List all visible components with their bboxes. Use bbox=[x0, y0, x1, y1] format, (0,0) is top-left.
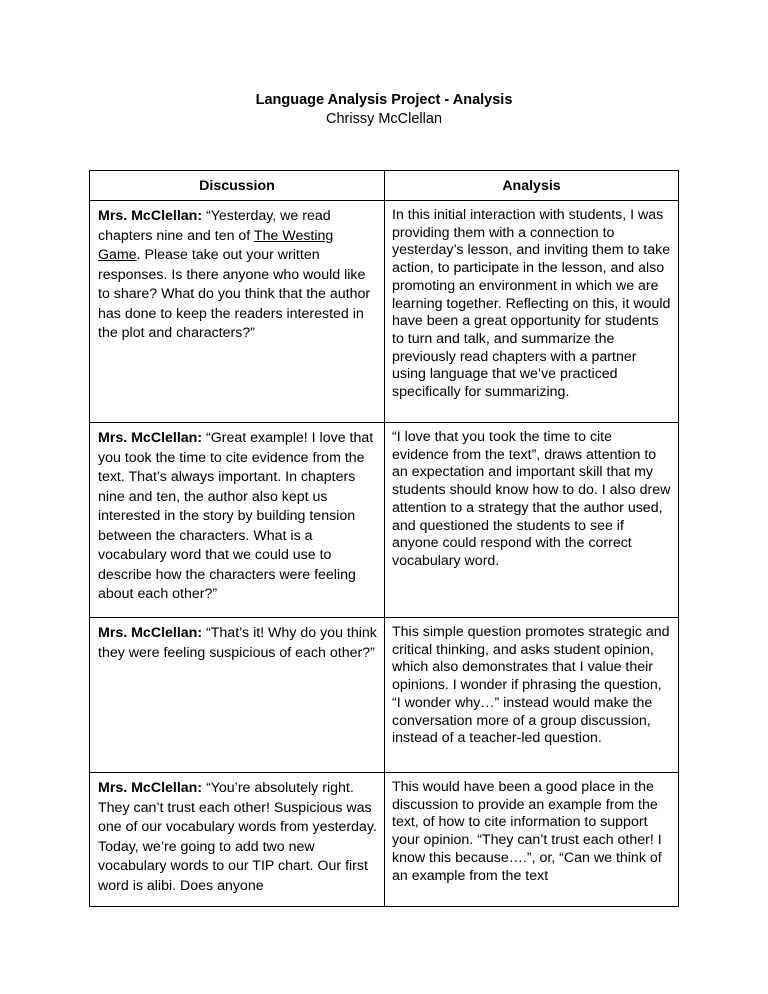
document-title: Language Analysis Project - Analysis bbox=[255, 92, 513, 108]
table-row bbox=[90, 201, 679, 423]
discussion-text: . Please take out your written responses. Is there anyone who would like to share? What do you think that the author has done to keep the readers interested in the plot and characters?” bbox=[98, 247, 371, 341]
book-title: The Westing Game bbox=[98, 227, 334, 263]
table-header-row bbox=[90, 171, 679, 201]
analysis-header: Analysis bbox=[385, 171, 679, 201]
analysis-cell: This would have been a good place in the discussion to provide an example from the text, of how to cite information to support your opinion. “They can’t trust each other! I know this because….”, or, “Can we think of an example from the text bbox=[385, 773, 679, 907]
analysis-cell: “I love that you took the time to cite evidence from the text”, draws attention to an expectation and important skill that my students should know how to do. I also drew attention to a strategy that the author used, and questioned the students to see if anyone could respond with the correct vocabulary word. bbox=[385, 423, 679, 618]
discussion-text: “Great example! I love that you took the time to cite evidence from the text. That’s always important. In chapters nine and ten, the author also kept us interested in the story by building tension between the characters. What is a vocabulary word that we could use to describe how the characters were feeling about each other?” bbox=[98, 430, 374, 602]
discussion-cell bbox=[90, 773, 385, 907]
discussion-header: Discussion bbox=[90, 171, 385, 201]
discussion-text: “Yesterday, we read chapters nine and ten of bbox=[98, 208, 331, 244]
document-author: Chrissy McClellan bbox=[325, 111, 443, 127]
table-row bbox=[90, 618, 679, 773]
discussion-text: “That’s it! Why do you think they were feeling suspicious of each other?” bbox=[98, 625, 377, 661]
analysis-cell: This simple question promotes strategic and critical thinking, and asks student opinion, which also demonstrates that I value their opinions. I wonder if phrasing the question, “I wonder why…” instead would make the conversation more of a group discussion, instead of a teacher-led question. bbox=[385, 618, 679, 773]
table-row bbox=[90, 423, 679, 618]
speaker-label: Mrs. McClellan: bbox=[98, 208, 203, 224]
discussion-text: “You’re absolutely right. They can’t trust each other! Suspicious was one of our vocabulary words from yesterday. Today, we’re going to add two new vocabulary words to our TIP chart. Our first word is alibi. Does anyone bbox=[98, 780, 377, 894]
table-row bbox=[90, 773, 679, 907]
discussion-cell bbox=[90, 618, 385, 773]
speaker-label: Mrs. McClellan: bbox=[98, 780, 203, 796]
analysis-table bbox=[89, 170, 679, 907]
discussion-cell bbox=[90, 201, 385, 423]
speaker-label: Mrs. McClellan: bbox=[98, 430, 203, 446]
speaker-label: Mrs. McClellan: bbox=[98, 625, 203, 641]
discussion-cell bbox=[90, 423, 385, 618]
analysis-cell: In this initial interaction with students, I was providing them with a connection to yesterday’s lesson, and inviting them to take action, to participate in the lesson, and also promoting an environment in which we are learning together. Reflecting on this, it would have been a great opportunity for students to turn and talk, and summarize the previously read chapters with a partner using language that we’ve practiced specifically for summarizing. bbox=[385, 201, 679, 423]
